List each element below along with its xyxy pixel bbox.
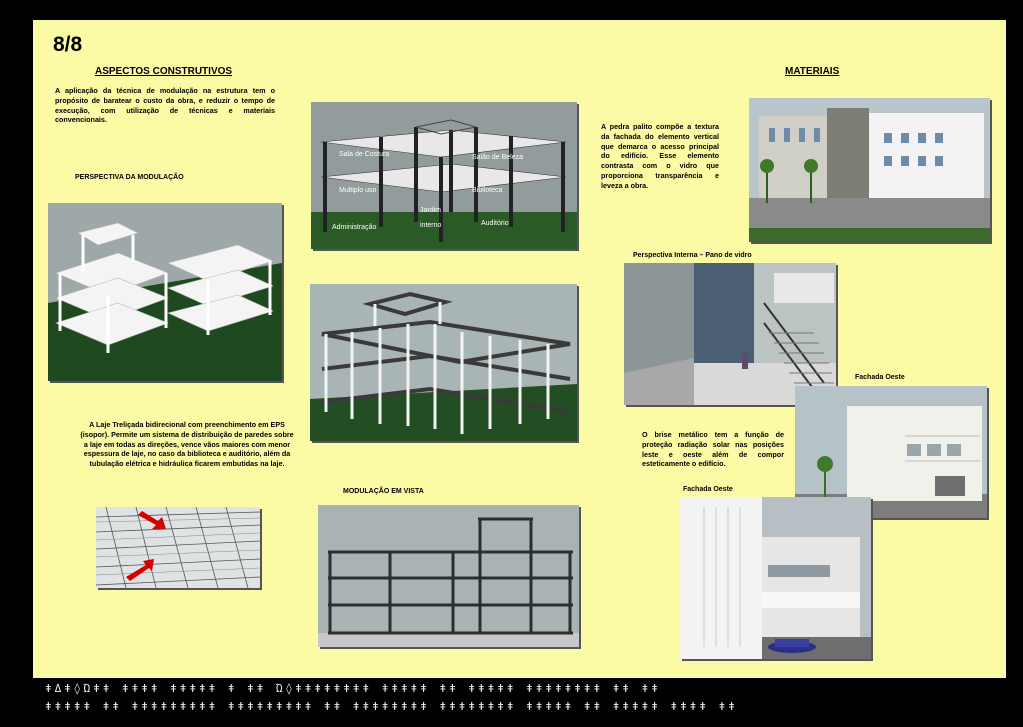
modulation-view-label: MODULAÇÃO EM VISTA — [343, 488, 424, 495]
floor-plan-3d-image — [311, 102, 577, 249]
room-label-library: Biblioteca — [472, 187, 503, 194]
stone-description-text: A pedra palito compõe a textura da fachada do elemento vertical que demarca o acesso principal do edifício. Esse elemento contrasta com o vidro que proporciona transparência e leveza a obra. — [601, 122, 719, 190]
constructive-aspects-heading: ASPECTOS CONSTRUTIVOS — [95, 66, 233, 77]
brise-description-text: O brise metálico tem a função de proteção radiação solar nas posições leste e oeste além de compor esteticamente o edifício. — [642, 430, 784, 469]
west-facade-label-2: Fachada Oeste — [683, 486, 733, 493]
west-facade-image-2 — [680, 497, 871, 659]
room-label-sewing: Sala de Costura — [339, 151, 390, 158]
interior-perspective-label: Perspectiva Interna – Pano de vidro — [633, 252, 752, 259]
modulation-perspective-label: PERSPECTIVA DA MODULAÇÃO — [75, 174, 184, 181]
room-label-administration: Administração — [332, 224, 377, 231]
west-facade-label-1: Fachada Oeste — [855, 374, 905, 381]
modulation-perspective-image — [48, 203, 282, 381]
room-label-multi-use: Multiplo uso — [339, 187, 377, 194]
interior-glass-image — [624, 263, 836, 405]
slab-description-text: A Laje Treliçada bidirecional com preenchimento em EPS (isopor). Permite um sistema de distribuição de paredes sobre a laje em todas as direções, vence vãos maiores com menor espessura de laje, no caso da biblioteca e auditório, além da tubulação elétrica e hidráulica ficarem embutidas na laje. — [80, 420, 294, 469]
modulation-structure-image — [310, 284, 577, 441]
room-label-beauty-salon: Salão de Beleza — [472, 154, 523, 161]
facade-stone-image — [749, 98, 990, 242]
footer-line-1: ǂΔǂ◊Ώǂǂ ǂǂǂǂ ǂǂǂǂǂ ǂ ǂǂ Ώ◊ǂǂǂǂǂǂǂǂ ǂǂǂǂǂ ǂǂ ǂǂǂǂǂ ǂǂǂǂǂǂǂǂ ǂǂ ǂǂ — [45, 682, 661, 695]
footer-bar — [0, 678, 1023, 727]
page-number: 8/8 — [53, 33, 83, 56]
footer-line-2: ǂǂǂǂǂ ǂǂ ǂǂǂǂǂǂǂǂǂ ǂǂǂǂǂǂǂǂǂ ǂǂ ǂǂǂǂǂǂǂǂ ǂǂǂǂǂǂǂǂ ǂǂǂǂǂ ǂǂ ǂǂǂǂǂ ǂǂǂǂ ǂǂ — [45, 700, 738, 713]
slide — [33, 20, 1006, 678]
modulation-elevation-image — [318, 505, 579, 647]
materials-heading: MATERIAIS — [785, 66, 840, 77]
room-label-auditorium: Auditório — [481, 220, 509, 227]
ribbed-slab-photo — [96, 507, 260, 588]
room-label-garden: Jardim — [420, 207, 442, 214]
modulation-intro-text: A aplicação da técnica de modulação na estrutura tem o propósito de baratear o custo da obra, e reduzir o tempo de execução, com utilização de técnicas e materiais convencionais. — [55, 86, 275, 125]
room-label-internal: interno — [420, 222, 442, 229]
